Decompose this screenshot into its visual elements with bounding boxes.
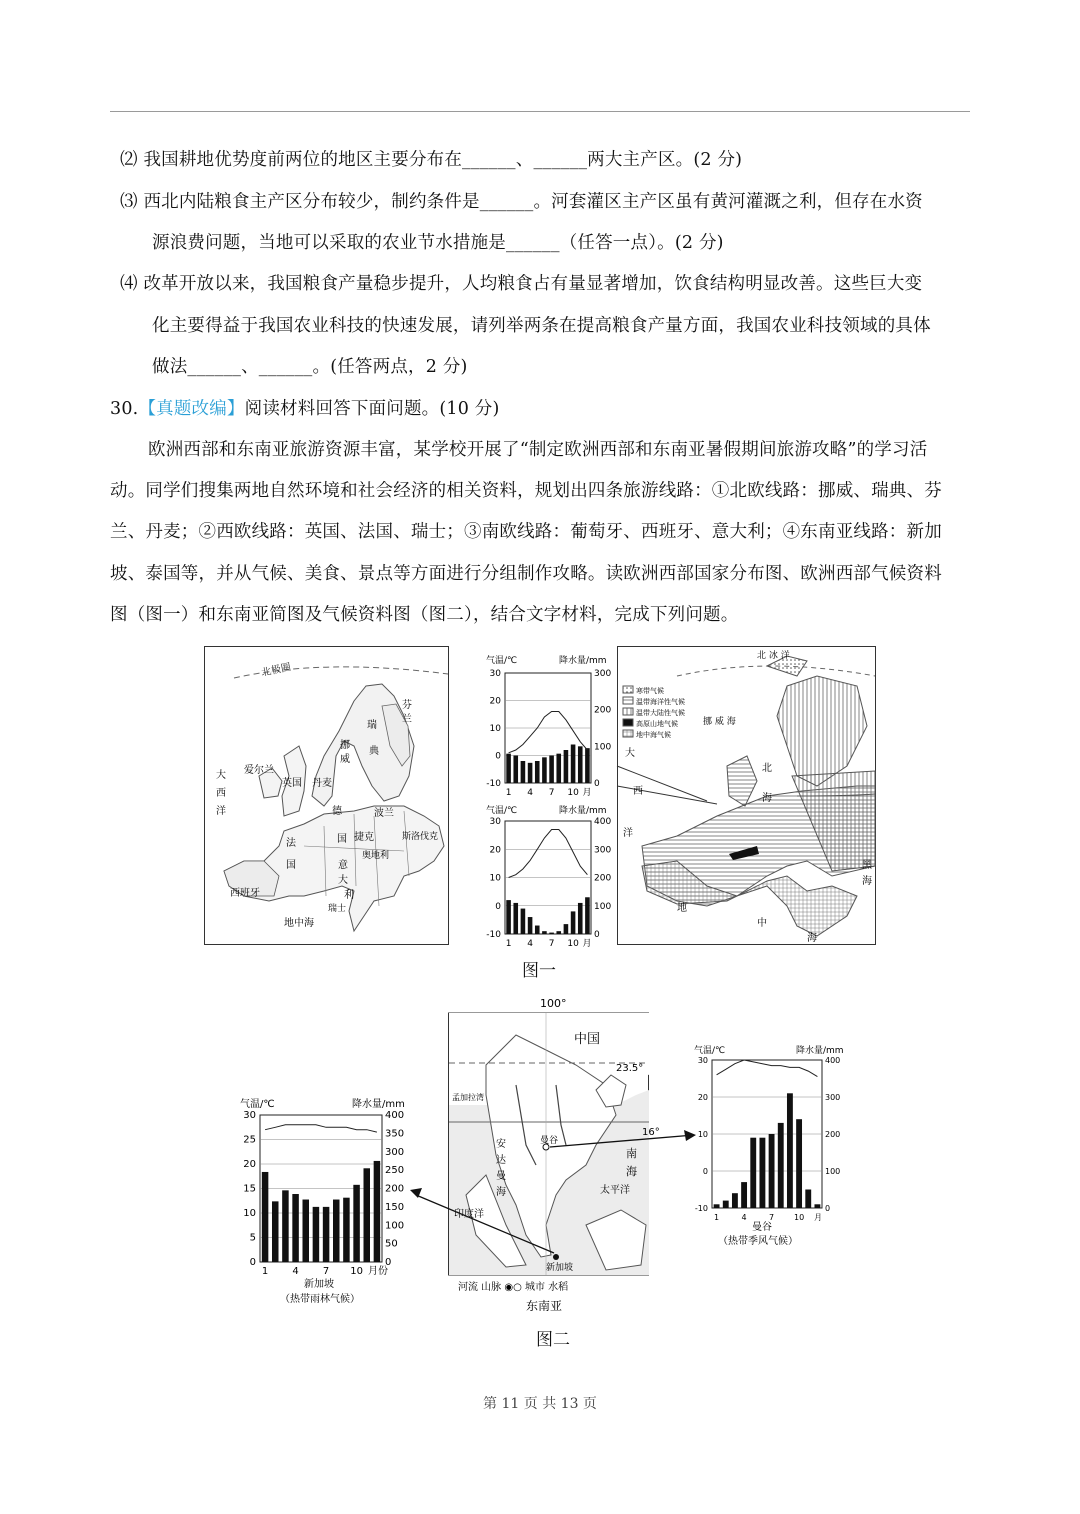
austria-label: 奥地利 xyxy=(362,851,390,861)
month-tick-label: 1 xyxy=(505,788,512,798)
temp-unit-label: 气温/℃ xyxy=(694,1046,726,1056)
temp-tick-label: 10 xyxy=(489,873,501,884)
atlantic-label-a: 大 xyxy=(216,770,226,781)
precip-tick-label: 50 xyxy=(385,1238,398,1250)
month-tick-label: 1 xyxy=(261,1266,269,1277)
material-line1: 欧洲西部和东南亚旅游资源丰富，某学校开展了“制定欧洲西部和东南亚暑假期间旅游攻略”的学习活 xyxy=(148,440,928,460)
precip-unit-label: 降水量/mm xyxy=(796,1046,844,1056)
atlantic-label-c: 洋 xyxy=(216,806,226,817)
precip-bar xyxy=(549,933,554,934)
precip-tick-label: 400 xyxy=(385,1110,405,1121)
bay-of-bengal-label: 孟加拉湾 xyxy=(452,1093,484,1102)
figure-2-caption: 图二 xyxy=(536,1330,570,1350)
question-30-header xyxy=(110,396,500,422)
arctic-circle-label: 北极圈 xyxy=(260,661,292,679)
material-line2: 动。同学们搜集两地自然环境和社会经济的相关资料，规划出四条旅游线路：①北欧线路：挪威、瑞典、芬 xyxy=(110,481,942,501)
italy-label-c: 利 xyxy=(344,890,354,901)
material-line4: 坡、泰国等，并从气候、美食、景点等方面进行分组制作攻略。读欧洲西部国家分布图、欧洲西部气候资料 xyxy=(110,564,942,584)
precip-bar xyxy=(578,903,583,934)
precip-tick-label: 0 xyxy=(594,779,600,789)
temp-tick-label: -10 xyxy=(694,1204,708,1213)
bangkok-chart-name: 曼谷 xyxy=(752,1222,772,1233)
france-label-b: 国 xyxy=(286,860,296,871)
material-line3: 兰、丹麦；②西欧线路：英国、法国、瑞士；③南欧线路：葡萄牙、西班牙、意大利；④东南亚线路：新加 xyxy=(110,522,942,542)
precip-bar xyxy=(796,1119,802,1208)
temp-tick-label: 20 xyxy=(489,696,501,707)
month-tick-label: 4 xyxy=(527,788,533,798)
andaman-label-b: 达 xyxy=(496,1155,506,1166)
ireland-label: 爱尔兰 xyxy=(244,765,274,776)
precip-bar xyxy=(374,1161,381,1262)
precip-unit-label: 降水量/mm xyxy=(352,1099,405,1110)
precip-bar xyxy=(506,754,511,783)
precip-tick-label: 150 xyxy=(385,1201,405,1213)
precip-bar xyxy=(778,1123,784,1208)
precip-bar xyxy=(571,911,576,934)
atlantic-label-b: 西 xyxy=(216,788,226,799)
month-tick-label: 7 xyxy=(322,1266,330,1277)
page-footer: 第 11 页 共 13 页 xyxy=(483,1396,597,1412)
bangkok-climate-chart xyxy=(688,1042,858,1252)
sweden-label-a: 瑞 xyxy=(367,720,377,731)
question-30-tag: 【真题改编】 xyxy=(138,399,245,419)
legend-item: 高原山地气候 xyxy=(636,720,678,728)
precip-bar xyxy=(292,1194,299,1262)
temp-tick-label: 25 xyxy=(243,1134,256,1146)
temp-tick-label: 5 xyxy=(249,1232,256,1244)
temp-tick-label: -10 xyxy=(486,779,501,789)
precip-tick-label: 300 xyxy=(594,669,612,679)
france-label-a: 法 xyxy=(286,838,296,849)
month-tick-label: 10 xyxy=(350,1266,363,1277)
precip-bar xyxy=(564,750,569,783)
month-tick-label: 月 xyxy=(582,939,592,949)
north-sea-label-b: 海 xyxy=(762,793,772,804)
header-rule xyxy=(110,111,970,112)
norway-label-b: 威 xyxy=(340,754,350,765)
precip-bar xyxy=(805,1190,811,1209)
precip-bar xyxy=(313,1207,320,1262)
precip-bar xyxy=(521,909,526,934)
legend-item: 寒带气候 xyxy=(636,687,664,695)
temp-tick-label: 30 xyxy=(489,817,501,827)
temp-tick-label: 20 xyxy=(243,1159,256,1170)
norway-label-a: 挪 xyxy=(340,740,350,751)
poland-label: 波兰 xyxy=(374,808,394,819)
atlantic-label-a: 大 xyxy=(625,748,635,759)
europe-country-map xyxy=(204,646,449,945)
germany-label-a: 德 xyxy=(332,806,342,817)
med-label-c: 海 xyxy=(807,933,817,944)
precip-bar xyxy=(585,897,590,934)
precip-bar xyxy=(521,761,526,783)
temp-tick-label: -10 xyxy=(486,930,501,940)
china-label: 中国 xyxy=(574,1032,601,1047)
black-sea-label-b: 海 xyxy=(862,876,872,887)
month-tick-label: 1 xyxy=(714,1213,720,1222)
singapore-chart-name: 新加坡 xyxy=(304,1279,334,1290)
temperature-line xyxy=(717,1060,818,1077)
month-tick-label: 1 xyxy=(505,939,512,949)
pacific-label: 太平洋 xyxy=(600,1185,630,1196)
denmark-label: 丹麦 xyxy=(312,778,332,789)
lon-100-label: 100° xyxy=(540,997,567,1010)
precip-bar xyxy=(262,1172,269,1262)
question-30-prompt: 阅读材料回答下面问题。(10 分) xyxy=(244,399,500,419)
precip-bar xyxy=(564,924,569,934)
temp-tick-label: 10 xyxy=(697,1130,708,1139)
med-label-b: 中 xyxy=(757,918,767,929)
arctic-ocean-label: 北 冰 洋 xyxy=(757,651,790,661)
precip-bar xyxy=(750,1138,756,1208)
andaman-label-d: 海 xyxy=(496,1187,506,1198)
precip-bar xyxy=(769,1134,775,1208)
precip-bar xyxy=(585,748,590,783)
sweden-label-b: 典 xyxy=(369,746,379,757)
precip-bar xyxy=(787,1093,793,1208)
precip-bar xyxy=(506,900,511,934)
precip-bar xyxy=(343,1198,350,1262)
precip-bar xyxy=(302,1200,309,1262)
italy-label-a: 意 xyxy=(338,860,348,871)
czech-label: 捷克 xyxy=(354,832,374,843)
temp-tick-label: 0 xyxy=(249,1257,256,1268)
legend-item: 地中海气候 xyxy=(636,731,671,739)
month-tick-label: 7 xyxy=(548,788,555,798)
temp-tick-label: 30 xyxy=(489,669,501,679)
precip-tick-label: 350 xyxy=(385,1128,405,1140)
temperature-line xyxy=(265,1125,377,1132)
month-tick-label: 月 xyxy=(582,788,592,798)
south-china-sea-label-b: 海 xyxy=(626,1165,637,1178)
question-4-line3: 做法______、______。(任答两点，2 分) xyxy=(152,357,468,377)
question-3-line2: 源浪费问题，当地可以采取的农业节水措施是______（任答一点）。(2 分) xyxy=(152,233,724,253)
precip-bar xyxy=(571,745,576,784)
month-tick-label: 7 xyxy=(548,939,555,949)
precip-unit-label: 降水量/mm xyxy=(559,656,607,666)
question-2: ⑵ 我国耕地优势度前两位的地区主要分布在______、______两大主产区。(2 分) xyxy=(120,150,743,170)
connector-arrows xyxy=(400,1130,710,1210)
legend-item: 温带大陆性气候 xyxy=(636,709,685,717)
precip-bar xyxy=(528,763,533,783)
med-label: 地中海 xyxy=(284,918,314,929)
precip-tick-label: 200 xyxy=(594,705,612,716)
temp-tick-label: 10 xyxy=(489,724,501,734)
question-3-line1: ⑶ 西北内陆粮食主产区分布较少，制约条件是______。河套灌区主产区虽有黄河灌溉之利，但存在水资 xyxy=(120,192,923,212)
singapore-label: 新加坡 xyxy=(546,1263,574,1273)
map-title: 东南亚 xyxy=(526,1299,563,1313)
precip-bar xyxy=(542,931,547,934)
temp-tick-label: 15 xyxy=(243,1183,256,1195)
precip-tick-label: 200 xyxy=(825,1130,841,1139)
precip-tick-label: 100 xyxy=(594,901,612,912)
precip-unit-label: 降水量/mm xyxy=(559,806,607,816)
bangkok-label: 曼谷 xyxy=(540,1136,559,1146)
precip-bar xyxy=(814,1204,820,1208)
precip-bar xyxy=(528,917,533,934)
lat-16-label: 16° xyxy=(642,1127,660,1138)
precip-tick-label: 100 xyxy=(594,742,612,753)
precip-bar xyxy=(714,1204,720,1208)
spain-label: 西班牙 xyxy=(230,888,260,899)
precip-tick-label: 300 xyxy=(385,1146,405,1158)
month-tick-label: 月 xyxy=(814,1213,822,1222)
bangkok-chart-climate: （热带季风气候） xyxy=(718,1236,798,1247)
precip-tick-label: 100 xyxy=(825,1167,841,1176)
month-tick-label: 10 xyxy=(567,939,579,949)
month-tick-label: 月份 xyxy=(368,1266,388,1277)
precip-bar xyxy=(542,757,547,783)
precip-tick-label: 200 xyxy=(385,1183,405,1195)
precip-tick-label: 0 xyxy=(594,930,600,940)
finland-label-b: 兰 xyxy=(402,714,412,725)
indian-ocean-label: 印度洋 xyxy=(454,1209,484,1220)
precip-tick-label: 100 xyxy=(385,1220,405,1232)
norwegian-sea-label: 挪 威 海 xyxy=(703,717,736,727)
month-tick-label: 4 xyxy=(527,939,533,949)
singapore-chart-climate: （热带雨林气候） xyxy=(280,1294,360,1305)
black-sea-label-a: 黑 xyxy=(862,860,872,871)
temp-unit-label: 气温/℃ xyxy=(486,806,518,816)
precip-tick-label: 400 xyxy=(825,1056,841,1065)
precip-bar xyxy=(578,746,583,783)
europe-climate-chart-top xyxy=(480,653,612,803)
month-tick-label: 10 xyxy=(567,788,579,798)
andaman-label-c: 曼 xyxy=(496,1171,506,1182)
month-tick-label: 4 xyxy=(741,1213,747,1222)
temp-tick-label: 0 xyxy=(495,901,501,912)
precip-bar xyxy=(323,1207,330,1262)
precip-bar xyxy=(556,931,561,934)
precip-tick-label: 0 xyxy=(385,1257,392,1268)
precip-bar xyxy=(556,754,561,783)
precip-bar xyxy=(535,761,540,783)
month-tick-label: 4 xyxy=(292,1266,299,1277)
uk-label: 英国 xyxy=(282,778,302,789)
precip-bar xyxy=(732,1193,738,1208)
legend-item: 温带海洋性气候 xyxy=(636,698,685,706)
temp-tick-label: 0 xyxy=(702,1167,708,1176)
precip-bar xyxy=(549,756,554,784)
temperature-line xyxy=(509,712,588,753)
germany-label-b: 国 xyxy=(337,834,347,845)
question-30-number: 30. xyxy=(110,399,139,419)
map-legend: 河流 山脉 ◉○ 城市 水稻 xyxy=(458,1282,569,1293)
precip-bar xyxy=(513,903,518,934)
precip-tick-label: 250 xyxy=(385,1165,405,1177)
temp-tick-label: 0 xyxy=(495,751,501,762)
temp-tick-label: 20 xyxy=(697,1093,708,1102)
med-label-a: 地 xyxy=(677,903,687,914)
south-china-sea-label-a: 南 xyxy=(626,1147,637,1160)
north-sea-label-a: 北 xyxy=(762,763,772,774)
lat-23-5-label: 23.5° xyxy=(616,1063,644,1074)
precip-bar xyxy=(282,1190,289,1262)
temp-unit-label: 气温/℃ xyxy=(240,1099,275,1110)
precip-bar xyxy=(333,1200,340,1262)
precip-bar xyxy=(272,1201,279,1262)
precip-bar xyxy=(513,756,518,784)
precip-bar xyxy=(723,1201,729,1208)
precip-tick-label: 300 xyxy=(825,1093,841,1102)
temp-tick-label: 10 xyxy=(243,1208,256,1219)
andaman-label-a: 安 xyxy=(496,1139,506,1150)
finland-label-a: 芬 xyxy=(402,700,412,711)
material-line5: 图（图一）和东南亚简图及气候资料图（图二），结合文字材料，完成下列问题。 xyxy=(110,605,739,625)
precip-tick-label: 300 xyxy=(594,845,612,856)
italy-label-b: 大 xyxy=(338,875,348,886)
europe-climate-map xyxy=(617,646,876,945)
precip-bar xyxy=(759,1138,765,1208)
precip-bar xyxy=(353,1185,360,1262)
precip-bar xyxy=(535,926,540,934)
europe-climate-chart-bottom xyxy=(480,803,612,949)
singapore-climate-chart xyxy=(228,1095,423,1310)
temperature-line xyxy=(509,830,588,878)
atlantic-label-c: 洋 xyxy=(623,828,633,839)
month-tick-label: 7 xyxy=(769,1213,775,1222)
slovakia-label: 斯洛伐克 xyxy=(402,832,439,842)
month-tick-label: 10 xyxy=(793,1213,805,1222)
precip-bar xyxy=(363,1168,370,1262)
precip-tick-label: 400 xyxy=(594,817,612,827)
figure-1-caption: 图一 xyxy=(522,961,556,981)
atlantic-label-b: 西 xyxy=(633,786,643,797)
question-4-line1: ⑷ 改革开放以来，我国粮食产量稳步提升，人均粮食占有量显著增加，饮食结构明显改善。这些巨大变 xyxy=(120,274,923,294)
temp-unit-label: 气温/℃ xyxy=(486,656,518,666)
precip-tick-label: 0 xyxy=(825,1204,831,1213)
question-4-line2: 化主要得益于我国农业科技的快速发展，请列举两条在提高粮食产量方面，我国农业科技领域的具体 xyxy=(152,316,931,336)
swiss-label: 瑞士 xyxy=(328,904,347,914)
temp-tick-label: 20 xyxy=(489,845,501,856)
temp-tick-label: 30 xyxy=(243,1110,256,1121)
precip-bar xyxy=(741,1182,747,1208)
temp-tick-label: 30 xyxy=(697,1056,708,1065)
precip-tick-label: 200 xyxy=(594,873,612,884)
